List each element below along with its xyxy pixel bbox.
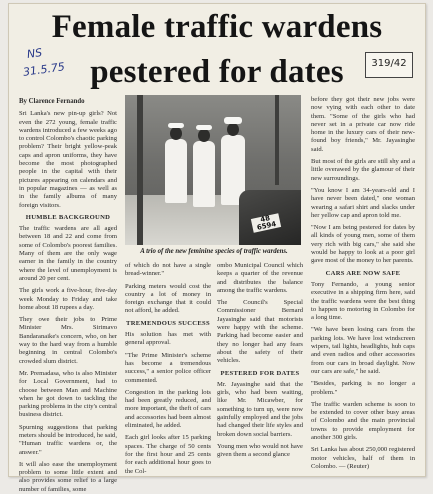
paragraph: Spurning suggestions that parking meters should be introduced, he said, "Human traffic wardens or, the answer." (19, 423, 117, 456)
paragraph: His solution has met with general approval. (125, 331, 211, 347)
warden-cap (224, 117, 242, 124)
headline-line-2: pestered for dates (90, 54, 344, 90)
warden-figure (165, 139, 187, 203)
subheading: PESTERED FOR DATES (220, 369, 300, 377)
paragraph: Sri Lanka has about 250,000 registered motor vehicles, half of them in Colombo. — (Reuter) (311, 446, 415, 470)
warden-head (227, 123, 239, 136)
headline-line-1: Female traffic wardens (51, 9, 383, 45)
paragraph: Young men who would not have given them a second glance (217, 442, 303, 459)
paragraph: "Now I am being pestered for dates by all kinds of young men, some of them very rich with big cars," she said she would be happy to look at a poor girl gave most of the money to her parents. (311, 224, 415, 265)
paragraph: Tony Fernando, a young senior executive in a shipping firm here, said the traffic wardens were the best thing to happen to motoring in Colombo for a long time. (311, 280, 415, 322)
subheading: CARS ARE NOW SAFE (325, 269, 401, 277)
article-column-4 (311, 96, 415, 470)
handwritten-note: NS (26, 46, 43, 62)
paragraph: before they got their new jobs were now vying with each other to date them. "Some of the girls who had never set in a private car now ride home in the luxury cars of their new-found boy friends," Mr. Jayasinghe said. (311, 96, 415, 153)
paragraph: Congestion in the parking lots had been greatly reduced, and more important, the theft of cars and accessories had been almost eliminated, he added. (125, 388, 211, 430)
photo-pole (137, 95, 143, 245)
photo-caption: A trio of the new feminine species of traffic wardens. (140, 248, 288, 255)
paragraph: The traffic warden scheme is soon to be extended to cover other busy areas of Colombo and the main provincial towns to provide employment for another 300 girls. (311, 400, 415, 441)
article-column-2 (125, 262, 211, 475)
warden-head (198, 129, 210, 142)
paragraph: Parking meters would cost the country a lot of money in foreign exchange that it could not afford, he added. (125, 282, 211, 315)
paragraph: The traffic wardens are all aged between 18 and 22 and come from some of Colombo's poorest families. Many of them are the only wage earner in the family in the country where the level of unemployment is around 20 per cent. (19, 225, 117, 282)
warden-head (170, 127, 182, 140)
paragraph: ombo Municipal Council which keeps a quarter of the revenue and distributes the balance among the traffic wardens. (217, 262, 303, 294)
paragraph: It will also ease the unemployment problem to some little extent and also provides some relief to a large number of families, some (19, 460, 117, 493)
warden-cap (168, 123, 184, 128)
paragraph: The girls work a five-hour, five-day week Monday to Friday and take home about 18 rupees a day. (19, 287, 117, 311)
warden-figure (193, 141, 215, 207)
paragraph: Mr. Jayasinghe said that the girls, who had been waiting, like Mr. Micawber, for something to turn up, were now gainfully employed and the jobs had changed their life styles and broken down social barriers. (217, 380, 303, 438)
subheading: TREMENDOUS SUCCESS (126, 319, 210, 327)
paragraph: "You know I am 34-years-old and I have never been dated," one woman wearing a safari shirt and slacks under her yellow cap and apron told me. (311, 186, 415, 219)
paragraph: But most of the girls are still shy and a little overawed by the glamour of their new surroundings. (311, 158, 415, 182)
article-column-1 (19, 98, 117, 493)
paragraph: Sri Lanka's new pin-up girls? Not even the 272 young, female traffic wardens introduced a few weeks ago to control Colombo's chaotic parking problem? Their bright yellow-peak caps and apron uniforms, they have become the most photographed people in the capital with their pictures appearing on calendars and in popular magazines — as well as in the family albums of many foreign visitors. (19, 110, 117, 209)
subheading: HUMBLE BACKGROUND (25, 213, 111, 221)
paragraph: Mr. Premadasa, who is also Minister for Local Government, had to choose between Man and Machine when he got down to tackling the parking problems in the city's central business district. (19, 369, 117, 419)
paragraph: of which do not have a single bread-winner." (125, 262, 211, 278)
paragraph: "Besides, parking is no longer a problem." (311, 380, 415, 396)
paragraph: The Council's Special Commissioner Bernard Jayasinghe said that motorists were happy with the scheme. Parking had become easier and they no longer had any fears about the safety of their vehicles. (217, 299, 303, 365)
reference-number-box: 319/42 (365, 52, 413, 78)
paragraph: "The Prime Minister's scheme has become a tremendous success," a senior police officer commented. (125, 351, 211, 384)
newspaper-clipping (8, 3, 426, 493)
paragraph: Each girl looks after 15 parking spaces. The charge of 50 cents for the first hour and 25 cents for each additional hour goes to the Col- (125, 434, 211, 475)
paragraph: They owe their jobs to Prime Minister Mrs. Sirimavo Bandaranaike's concern, who, on her way to the hard way from a humble beginning in central Colombo's crowded slum district. (19, 316, 117, 365)
handwritten-date: 31.5.75 (22, 60, 66, 79)
license-plate: 48 6594 (251, 213, 281, 233)
article-column-3 (217, 262, 303, 470)
byline: By Clarence Fernando (19, 98, 85, 105)
photo-pole (275, 95, 279, 185)
warden-cap (196, 125, 212, 130)
paragraph: "We have been losing cars from the parking lots. We have lost windscreen wipers, tail lights, headlights, hub caps and even radios and other accessories from our cars in broad daylight. Now our cars are safe," he said. (311, 326, 415, 375)
